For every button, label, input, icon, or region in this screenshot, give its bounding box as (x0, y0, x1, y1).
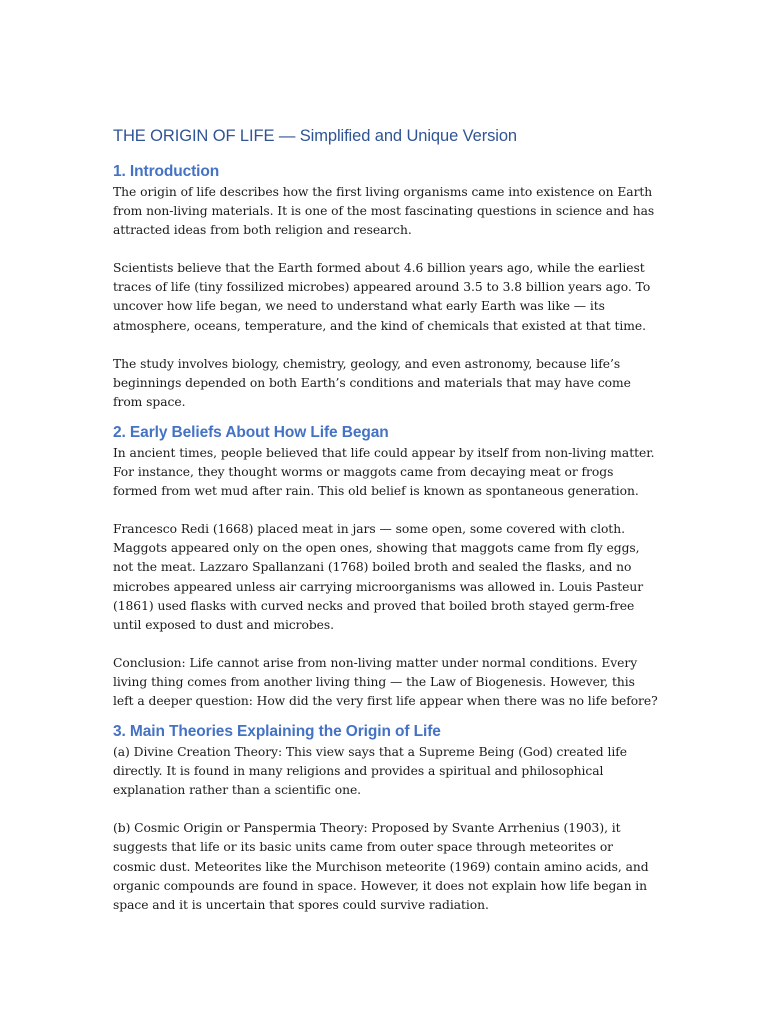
section-heading-early-beliefs: 2. Early Beliefs About How Life Began (113, 423, 389, 441)
document-title: THE ORIGIN OF LIFE — Simplified and Unique Version (113, 127, 517, 145)
paragraph: (b) Cosmic Origin or Panspermia Theory: Proposed by Svante Arrhenius (1903), it suggests that life or its basic units came from outer space through meteorites or cosmic dust. Meteorites like the Murchison meteorite (1969) contain amino acids, and organic compounds are found in space. However, it does not explain how life began in space and it is uncertain that spores could survive radiation. (113, 821, 649, 912)
section-early-beliefs (113, 422, 658, 711)
section-introduction (113, 161, 658, 412)
paragraph: Scientists believe that the Earth formed about 4.6 billion years ago, while the earliest traces of life (tiny fossilized microbes) appeared around 3.5 to 3.8 billion years ago. To uncover how life began, we need to understand what early Earth was like — its atmosphere, oceans, temperature, and the kind of chemicals that existed at that time. (113, 261, 651, 333)
document-page (113, 124, 658, 925)
paragraph: (a) Divine Creation Theory: This view says that a Supreme Being (God) created life directly. It is found in many religions and provides a spiritual and philosophical explanation rather than a scientific one. (113, 745, 627, 798)
paragraph: Conclusion: Life cannot arise from non-living matter under normal conditions. Every living thing comes from another living thing — the Law of Biogenesis. However, this left a deeper question: How did the very first life appear when there was no life before? (113, 655, 658, 708)
paragraph: In ancient times, people believed that life could appear by itself from non-living matter. For instance, they thought worms or maggots came from decaying meat or frogs formed from wet mud after rain. This old belief is known as spontaneous generation. (113, 445, 655, 499)
paragraph: The study involves biology, chemistry, geology, and even astronomy, because life’s beginnings depended on both Earth’s conditions and materials that may have come from space. (113, 356, 631, 409)
paragraph: The origin of life describes how the first living organisms came into existence on Earth from non-living materials. It is one of the most fascinating questions in science and has attracted ideas from both religion and research. (113, 185, 655, 238)
paragraph: Francesco Redi (1668) placed meat in jars — some open, some covered with cloth. Maggots appeared only on the open ones, showing that maggots came from fly eggs, not the meat. Lazzaro Spallanzani (1768) boiled broth and sealed the flasks, and no microbes appeared unless air carrying microorganisms was allowed in. Louis Pasteur (1861) used flasks with curved necks and proved that boiled broth stayed germ-free until exposed to dust and microbes. (113, 522, 644, 632)
section-heading-introduction: 1. Introduction (113, 163, 220, 180)
section-heading-main-theories: 3. Main Theories Explaining the Origin of Life (113, 723, 441, 741)
section-main-theories (113, 721, 658, 915)
